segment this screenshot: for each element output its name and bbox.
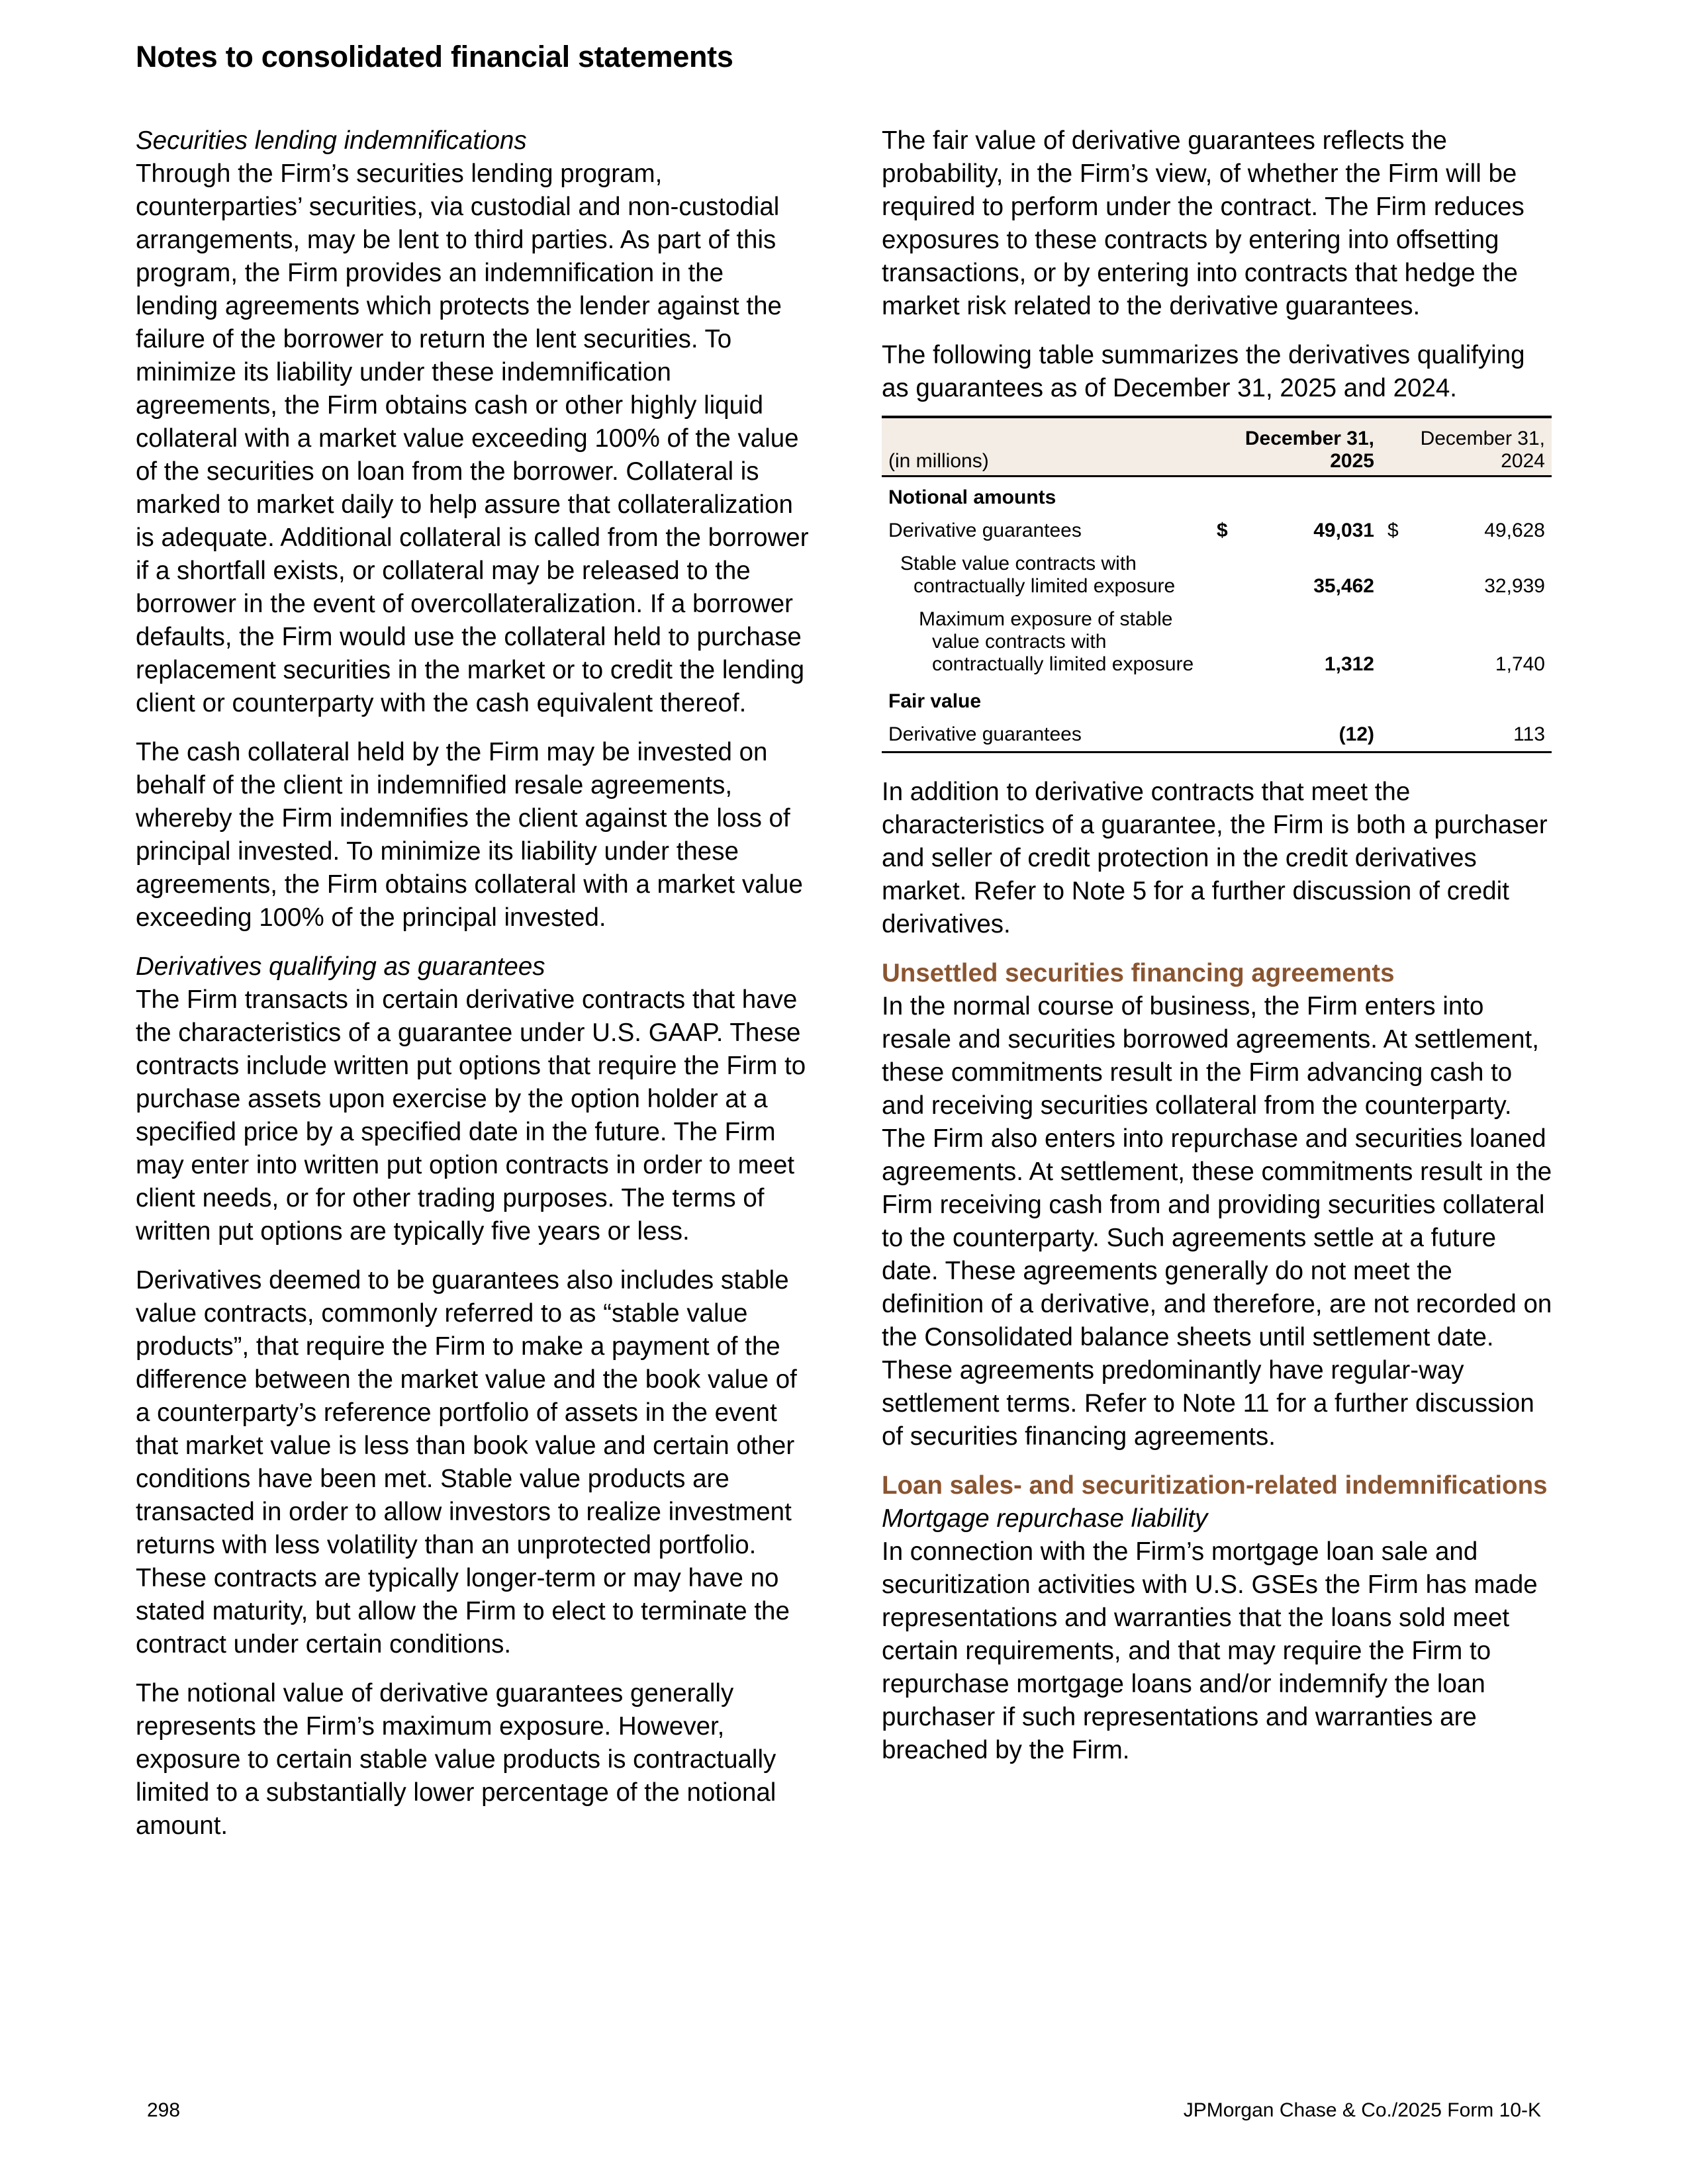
- unit-header: (in millions): [882, 417, 1210, 477]
- document-name: JPMorgan Chase & Co./2025 Form 10-K: [1183, 2099, 1541, 2121]
- unsettled-paragraph: In the normal course of business, the Firm enters into resale and securities borrowed agreements. At settlement, these commitments result in the Firm advancing cash to and receiving securities collateral from the counterparty. The Firm also enters into repurchase and securities loaned agreements. At settlement, these commitments result in the Firm receiving cash from and providing securities collateral to the counterparty. Such agreements settle at a future date. These agreements generally do not meet the definition of a derivative, and therefore, are not recorded on the Consolidated balance sheets until settlement date. These agreements predominantly have regular-way settlement terms. Refer to Note 11 for a further discussion of securities financing agreements.: [882, 992, 1552, 1451]
- credit-derivatives-paragraph: In addition to derivative contracts that meet the characteristics of a guarantee, the Firm is both a purchaser and seller of credit protection in the credit derivatives market. Refer to Note 5 for a further discussion of credit derivatives.: [882, 778, 1548, 938]
- loan-sales-section-heading: Loan sales- and securitization-related indemnifications: [882, 1471, 1548, 1500]
- securities-lending-paragraph-2: The cash collateral held by the Firm may be invested on behalf of the client in indemnified resale agreements, whereby the Firm indemnifies the client against the loss of principal invested. To minimize its liability under these agreements, the Firm obtains collateral with a market value exceeding 100% of the principal invested.: [136, 738, 803, 932]
- derivatives-paragraph-2: Derivatives deemed to be guarantees also includes stable value contracts, commonly referred to as “stable value products”, that require the Firm to make a payment of the difference between the market value and the book value of a counterparty’s reference portfolio of assets in the event that market value is less than book value and certain other conditions have been met. Stable value products are transacted in order to allow investors to realize investment returns with less volatility than an unprotected portfolio. These contracts are typically longer-term or may have no stated maturity, but allow the Firm to elect to terminate the contract under certain conditions.: [136, 1266, 797, 1659]
- row-label: Derivative guarantees: [882, 718, 1210, 752]
- mortgage-paragraph: In connection with the Firm’s mortgage loan sale and securitization activities with U.S. GSEs the Firm has made representations and warranties that the loans sold meet certain requirements, and that may require the Firm to repurchase mortgage loans and/or indemnify the loan purchaser if such representations and warranties are breached by the Firm.: [882, 1537, 1538, 1764]
- mortgage-heading: Mortgage repurchase liability: [882, 1504, 1208, 1533]
- value-2024: 32,939: [1484, 575, 1545, 597]
- table-header-row: [882, 417, 1552, 477]
- derivatives-paragraph-3: The notional value of derivative guarantees generally represents the Firm’s maximum exposure. However, exposure to certain stable value products is contractually limited to a substantially lower percentage of the notional amount.: [136, 1679, 776, 1840]
- right-column: [882, 124, 1557, 1783]
- value-2025: (12): [1237, 718, 1381, 752]
- page-title: Notes to consolidated financial statements: [136, 40, 733, 73]
- value-2024: 113: [1407, 718, 1552, 752]
- table-row: [882, 718, 1552, 752]
- row-label: Derivative guarantees: [888, 520, 1082, 541]
- derivative-guarantees-table: [882, 416, 1552, 753]
- securities-lending-paragraph-1: Through the Firm’s securities lending program, counterparties’ securities, via custodial and non-custodial arrangements, may be lent to third parties. As part of this program, the Firm provides an indemnification in the lending agreements which protects the lender against the failure of the borrower to return the lent securities. To minimize its liability under these indemnification agreements, the Firm obtains cash or other highly liquid collateral with a market value exceeding 100% of the value of the securities on loan from the borrower. Collateral is marked to market daily to help assure that collateralization is adequate. Additional collateral is called from the borrower if a shortfall exists, or collateral may be released to the borrower in the event of overcollateralization. If a borrower defaults, the Firm would use the collateral held to purchase replacement securities in the market or to credit the lending client or counterparty with the cash equivalent thereof.: [136, 159, 809, 717]
- row-label: Stable value contracts with contractually limited exposure: [900, 553, 1176, 597]
- fair-value-label: Fair value: [888, 690, 982, 712]
- mortgage-section: [882, 1502, 1557, 1767]
- value-2025: 49,031: [1313, 520, 1374, 541]
- securities-lending-section: [136, 124, 811, 720]
- table-row: [882, 603, 1552, 681]
- currency-symbol: $: [1387, 520, 1399, 541]
- value-2024: 1,740: [1495, 653, 1545, 675]
- value-2025: 35,462: [1313, 575, 1374, 597]
- col-header-2025: December 31, 2025: [1210, 417, 1381, 477]
- securities-lending-heading: Securities lending indemnifications: [136, 126, 527, 155]
- derivatives-section: [136, 950, 811, 1248]
- page-number: 298: [147, 2099, 181, 2121]
- currency-symbol: $: [1217, 520, 1228, 541]
- table-row: [882, 514, 1552, 547]
- fair-value-paragraph-2: The following table summarizes the derivatives qualifying as guarantees as of December 31, 2025 and 2024.: [882, 341, 1525, 402]
- value-2025: 1,312: [1324, 653, 1374, 675]
- value-2024: 49,628: [1484, 520, 1545, 541]
- fair-value-paragraph-1: The fair value of derivative guarantees reflects the probability, in the Firm’s view, of whether the Firm will be required to perform under the contract. The Firm reduces exposures to these contracts by entering into offsetting transactions, or by entering into contracts that hedge the market risk related to the derivative guarantees.: [882, 126, 1524, 320]
- table-row: [882, 681, 1552, 718]
- derivatives-heading: Derivatives qualifying as guarantees: [136, 952, 545, 981]
- derivatives-paragraph-1: The Firm transacts in certain derivative contracts that have the characteristics of a guarantee under U.S. GAAP. These contracts include written put options that require the Firm to purchase assets upon exercise by the option holder at a specified price by a specified date in the future. The Firm may enter into written put option contracts in order to meet client needs, or for other trading purposes. The terms of written put options are typically five years or less.: [136, 985, 806, 1246]
- row-label: Maximum exposure of stable value contracts with contractually limited exposure: [919, 608, 1194, 675]
- table-row: [882, 477, 1552, 515]
- unsettled-section-heading: Unsettled securities financing agreements: [882, 959, 1395, 987]
- notional-amounts-label: Notional amounts: [888, 486, 1056, 508]
- left-column: [136, 124, 811, 1858]
- col-header-2024: December 31, 2024: [1381, 417, 1552, 477]
- table-row: [882, 547, 1552, 603]
